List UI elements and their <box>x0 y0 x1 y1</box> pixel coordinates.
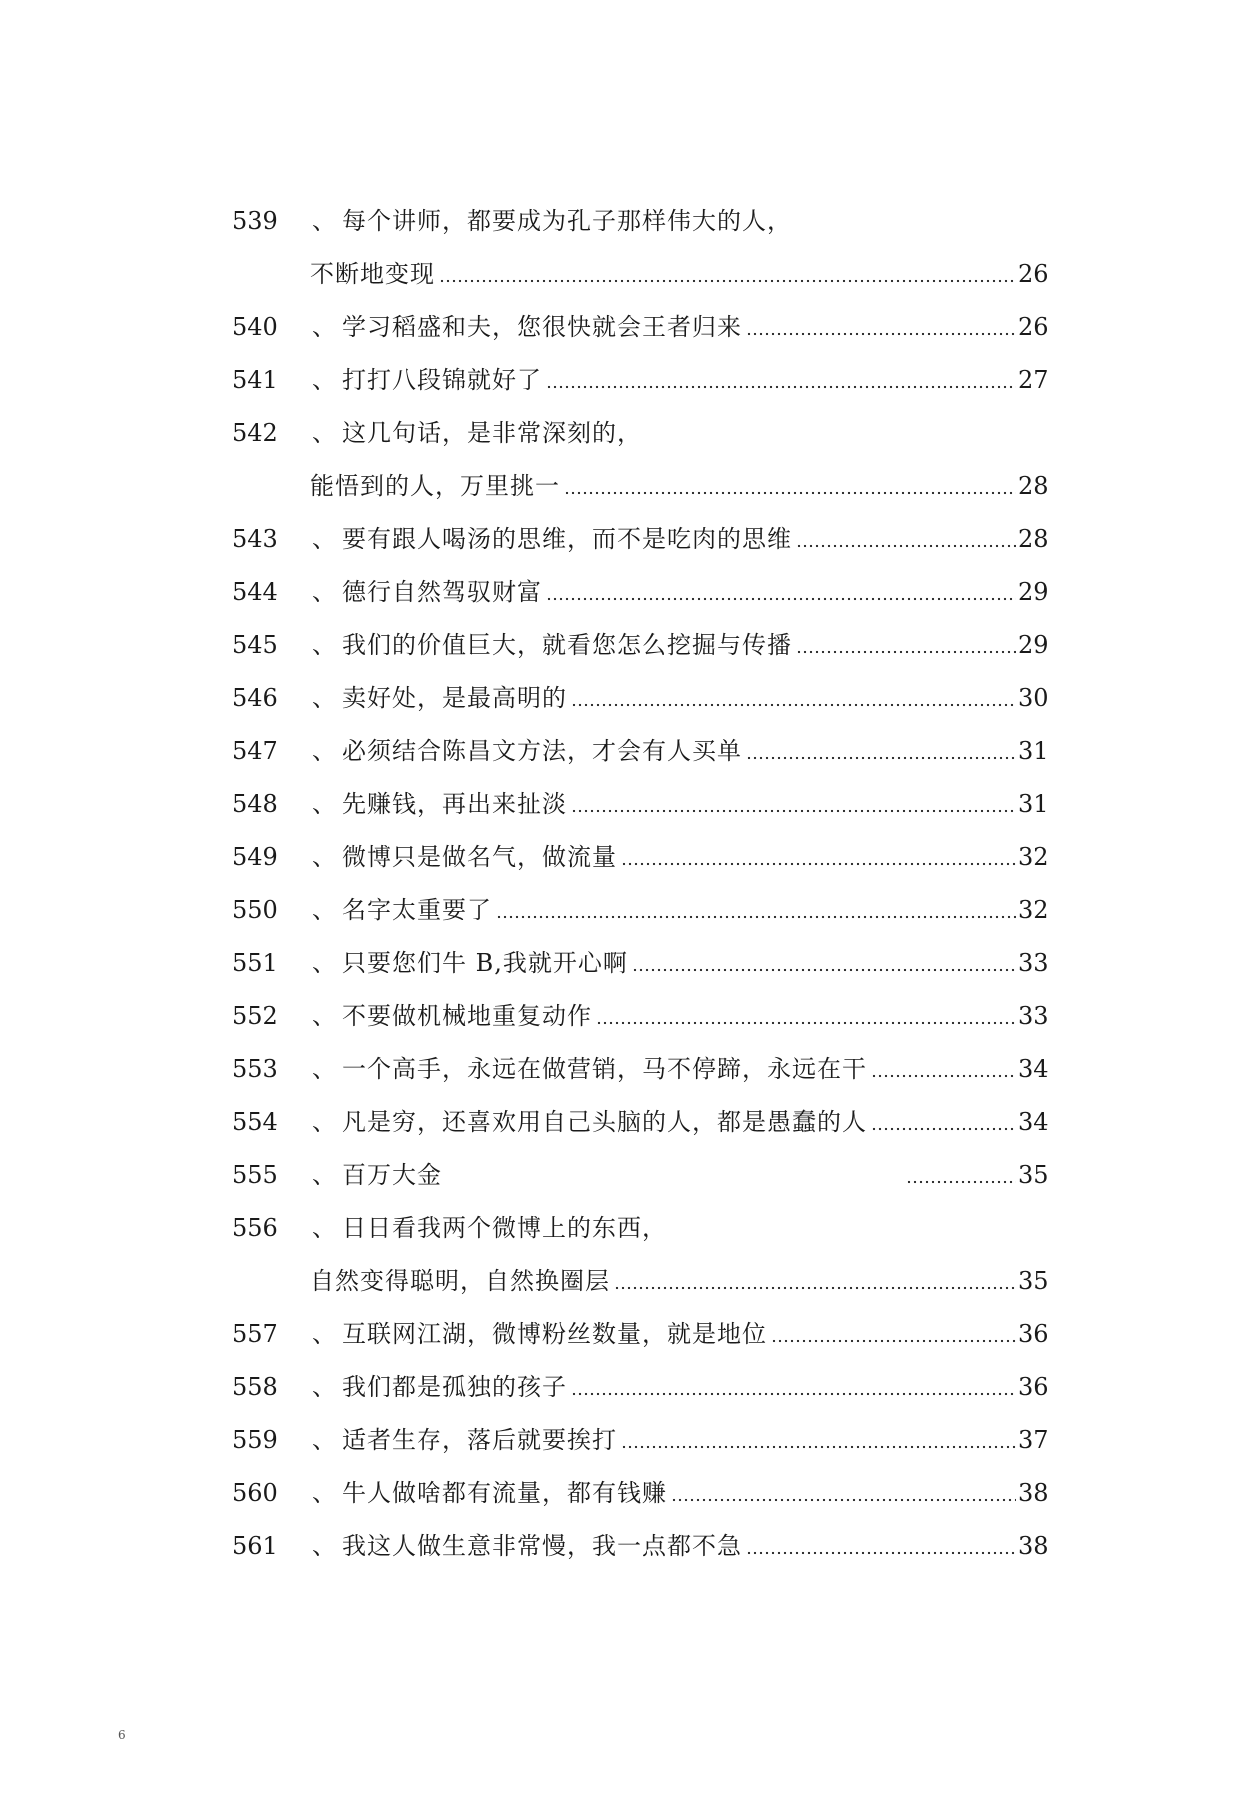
toc-entry-555[interactable] <box>232 1150 1048 1190</box>
entry-title: 德行自然驾驭财富 <box>342 578 542 606</box>
entry-separator: 、 <box>312 1055 336 1083</box>
entry-number: 558 <box>232 1373 278 1401</box>
dot-leader <box>621 862 1016 866</box>
toc-entry-550[interactable] <box>232 885 1048 925</box>
toc-entry-540[interactable] <box>232 302 1048 342</box>
entry-title: 要有跟人喝汤的思维，而不是吃肉的思维 <box>342 525 792 553</box>
entry-title: 互联网江湖，微博粉丝数量，就是地位 <box>342 1320 767 1348</box>
entry-page: 33 <box>1018 1002 1049 1030</box>
entry-page: 36 <box>1018 1320 1049 1348</box>
entry-number: 539 <box>232 207 278 235</box>
dot-leader <box>771 1339 1016 1343</box>
toc-entry-560[interactable] <box>232 1468 1048 1508</box>
entry-separator: 、 <box>312 684 336 712</box>
entry-title: 打打八段锦就好了 <box>342 366 542 394</box>
entry-title-continued: 不断地变现 <box>310 260 435 288</box>
entry-page: 35 <box>1018 1267 1049 1295</box>
entry-page: 34 <box>1018 1055 1049 1083</box>
toc-entry-554[interactable] <box>232 1097 1048 1137</box>
toc-entry-557[interactable] <box>232 1309 1048 1349</box>
entry-title: 先赚钱，再出来扯淡 <box>342 790 567 818</box>
entry-number: 549 <box>232 843 278 871</box>
entry-separator: 、 <box>312 737 336 765</box>
entry-separator: 、 <box>312 1214 336 1242</box>
dot-leader <box>632 968 1016 972</box>
entry-number: 545 <box>232 631 278 659</box>
entry-page: 29 <box>1018 578 1049 606</box>
entry-title: 日日看我两个微博上的东西， <box>342 1214 667 1242</box>
entry-separator: 、 <box>312 949 336 977</box>
entry-number: 551 <box>232 949 278 977</box>
entry-number: 552 <box>232 1002 278 1030</box>
toc-entry-539-continued[interactable] <box>310 249 1048 289</box>
toc-entry-543[interactable] <box>232 514 1048 554</box>
entry-number: 560 <box>232 1479 278 1507</box>
entry-page: 38 <box>1018 1532 1049 1560</box>
toc-entry-546[interactable] <box>232 673 1048 713</box>
toc-entry-549[interactable] <box>232 832 1048 872</box>
entry-separator: 、 <box>312 631 336 659</box>
dot-leader <box>571 1392 1016 1396</box>
entry-separator: 、 <box>312 1532 336 1560</box>
entry-separator: 、 <box>312 1320 336 1348</box>
entry-title: 我这人做生意非常慢，我一点都不急 <box>342 1532 742 1560</box>
entry-number: 543 <box>232 525 278 553</box>
entry-number: 554 <box>232 1108 278 1136</box>
dot-leader <box>796 544 1016 548</box>
entry-page: 31 <box>1018 790 1049 818</box>
entry-number: 555 <box>232 1161 278 1189</box>
entry-title: 适者生存，落后就要挨打 <box>342 1426 617 1454</box>
dot-leader <box>571 703 1016 707</box>
toc-entry-556[interactable] <box>232 1203 1048 1243</box>
entry-page: 35 <box>1018 1161 1049 1189</box>
entry-number: 550 <box>232 896 278 924</box>
toc-entry-561[interactable] <box>232 1521 1048 1561</box>
entry-number: 548 <box>232 790 278 818</box>
dot-leader <box>496 915 1016 919</box>
toc-entry-547[interactable] <box>232 726 1048 766</box>
entry-page: 34 <box>1018 1108 1049 1136</box>
entry-number: 540 <box>232 313 278 341</box>
entry-title: 百万大金 <box>342 1161 442 1189</box>
entry-separator: 、 <box>312 896 336 924</box>
toc-entry-552[interactable] <box>232 991 1048 1031</box>
dot-leader <box>746 332 1016 336</box>
toc-entry-553[interactable] <box>232 1044 1048 1084</box>
toc-entry-558[interactable] <box>232 1362 1048 1402</box>
entry-title: 卖好处，是最高明的 <box>342 684 567 712</box>
entry-page: 29 <box>1018 631 1049 659</box>
entry-title: 不要做机械地重复动作 <box>342 1002 592 1030</box>
toc-entry-556-continued[interactable] <box>310 1256 1048 1296</box>
dot-leader <box>564 491 1016 495</box>
entry-title: 名字太重要了 <box>342 896 492 924</box>
entry-title: 我们的价值巨大，就看您怎么挖掘与传播 <box>342 631 792 659</box>
dot-leader <box>746 756 1016 760</box>
entry-separator: 、 <box>312 366 336 394</box>
entry-separator: 、 <box>312 207 336 235</box>
dot-leader <box>671 1498 1016 1502</box>
entry-number: 557 <box>232 1320 278 1348</box>
entry-title: 必须结合陈昌文方法，才会有人买单 <box>342 737 742 765</box>
entry-number: 542 <box>232 419 278 447</box>
entry-title: 牛人做啥都有流量，都有钱赚 <box>342 1479 667 1507</box>
entry-separator: 、 <box>312 1161 336 1189</box>
toc-entry-539[interactable] <box>232 196 1048 236</box>
entry-title-continued: 能悟到的人，万里挑一 <box>310 472 560 500</box>
entry-title: 我们都是孤独的孩子 <box>342 1373 567 1401</box>
dot-leader <box>906 1180 1016 1184</box>
entry-separator: 、 <box>312 1373 336 1401</box>
entry-page: 28 <box>1018 472 1049 500</box>
entry-number: 561 <box>232 1532 278 1560</box>
toc-entry-545[interactable] <box>232 620 1048 660</box>
entry-separator: 、 <box>312 313 336 341</box>
entry-page: 36 <box>1018 1373 1049 1401</box>
entry-page: 31 <box>1018 737 1049 765</box>
dot-leader <box>596 1021 1016 1025</box>
entry-separator: 、 <box>312 843 336 871</box>
dot-leader <box>796 650 1016 654</box>
entry-page: 28 <box>1018 525 1049 553</box>
entry-title: 一个高手，永远在做营销，马不停蹄，永远在干 <box>342 1055 867 1083</box>
entry-separator: 、 <box>312 578 336 606</box>
entry-separator: 、 <box>312 1108 336 1136</box>
entry-separator: 、 <box>312 1426 336 1454</box>
entry-page: 32 <box>1018 896 1049 924</box>
dot-leader <box>621 1445 1016 1449</box>
entry-separator: 、 <box>312 790 336 818</box>
entry-number: 556 <box>232 1214 278 1242</box>
entry-title-continued: 自然变得聪明，自然换圈层 <box>310 1267 610 1295</box>
entry-page: 26 <box>1018 313 1049 341</box>
dot-leader <box>546 597 1016 601</box>
dot-leader <box>439 279 1016 283</box>
toc-entry-548[interactable] <box>232 779 1048 819</box>
entry-separator: 、 <box>312 1479 336 1507</box>
dot-leader <box>871 1074 1016 1078</box>
entry-page: 27 <box>1018 366 1049 394</box>
entry-number: 547 <box>232 737 278 765</box>
entry-title: 这几句话，是非常深刻的， <box>342 419 642 447</box>
entry-title: 每个讲师，都要成为孔子那样伟大的人， <box>342 207 792 235</box>
toc-entry-541[interactable] <box>232 355 1048 395</box>
entry-number: 544 <box>232 578 278 606</box>
dot-leader <box>871 1127 1016 1131</box>
footer-page-mark: 6 <box>118 1728 126 1742</box>
entry-title: 微博只是做名气，做流量 <box>342 843 617 871</box>
toc-entry-542-continued[interactable] <box>310 461 1048 501</box>
entry-page: 38 <box>1018 1479 1049 1507</box>
entry-page: 33 <box>1018 949 1049 977</box>
dot-leader <box>571 809 1016 813</box>
toc-entry-544[interactable] <box>232 567 1048 607</box>
entry-page: 30 <box>1018 684 1049 712</box>
entry-page: 32 <box>1018 843 1049 871</box>
entry-title: 只要您们牛 B,我就开心啊 <box>342 949 628 977</box>
entry-separator: 、 <box>312 419 336 447</box>
entry-number: 541 <box>232 366 278 394</box>
entry-number: 546 <box>232 684 278 712</box>
toc-entry-542[interactable] <box>232 408 1048 448</box>
dot-leader <box>746 1551 1016 1555</box>
entry-separator: 、 <box>312 1002 336 1030</box>
entry-page: 26 <box>1018 260 1049 288</box>
toc-entry-559[interactable] <box>232 1415 1048 1455</box>
entry-title: 学习稻盛和夫，您很快就会王者归来 <box>342 313 742 341</box>
entry-separator: 、 <box>312 525 336 553</box>
dot-leader <box>546 385 1016 389</box>
toc-entry-551[interactable] <box>232 938 1048 978</box>
entry-title: 凡是穷，还喜欢用自己头脑的人，都是愚蠢的人 <box>342 1108 867 1136</box>
entry-number: 559 <box>232 1426 278 1454</box>
dot-leader <box>614 1286 1016 1290</box>
entry-number: 553 <box>232 1055 278 1083</box>
entry-page: 37 <box>1018 1426 1049 1454</box>
